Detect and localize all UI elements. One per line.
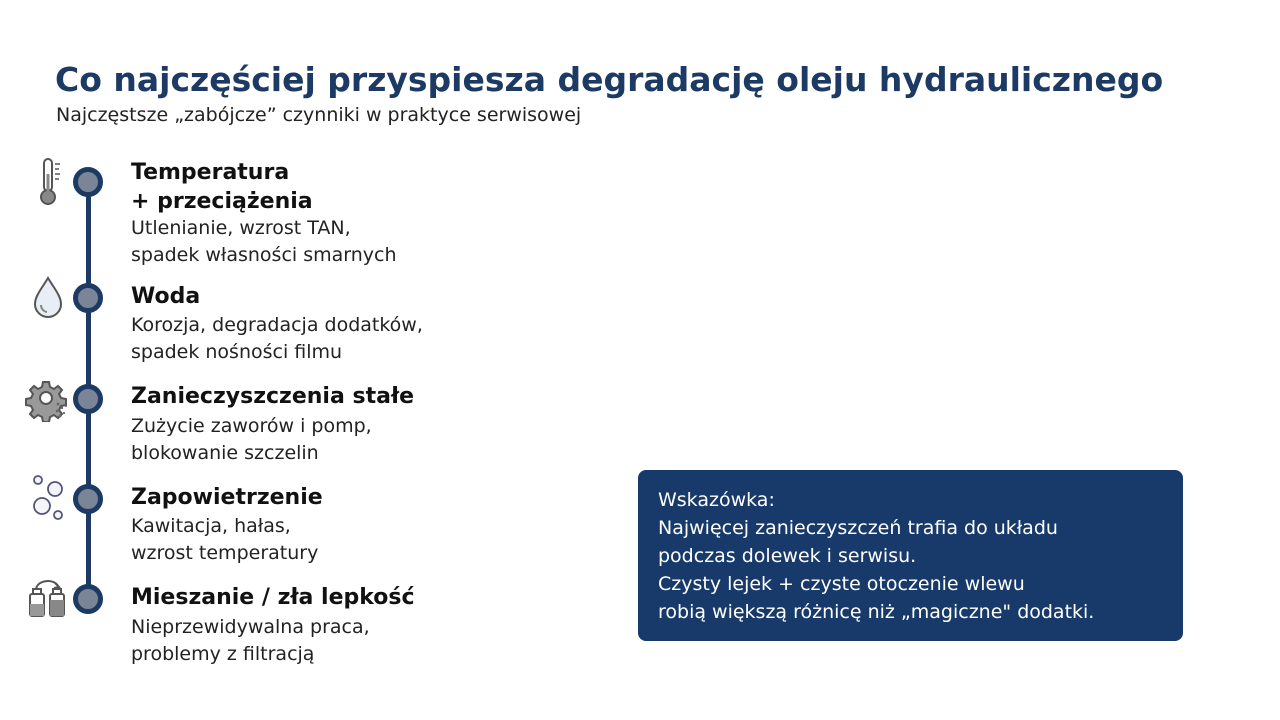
item-desc-mixing: Nieprzewidywalna praca, problemy z filtracją bbox=[131, 616, 370, 665]
bottles-mixing-icon bbox=[24, 572, 70, 622]
item-desc-temperature: Utlenianie, wzrost TAN, spadek własności smarnych bbox=[131, 217, 397, 266]
tip-line: robią większą różnicę niż „magiczne" dodatki. bbox=[658, 601, 1095, 623]
timeline-node bbox=[73, 484, 103, 514]
tip-heading: Wskazówka: bbox=[658, 489, 775, 511]
bubbles-icon bbox=[24, 472, 70, 522]
item-title-mixing: Mieszanie / zła lepkość bbox=[131, 585, 415, 610]
gear-particles-icon bbox=[24, 372, 70, 422]
timeline-node bbox=[73, 283, 103, 313]
item-desc-aeration: Kawitacja, hałas, wzrost temperatury bbox=[131, 515, 319, 564]
item-title-temperature: Temperatura + przeciążenia bbox=[131, 160, 313, 214]
item-title-solid-contaminants: Zanieczyszczenia stałe bbox=[131, 384, 415, 409]
page-subtitle: Najczęstsze „zabójcze” czynniki w praktyce serwisowej bbox=[56, 104, 582, 126]
tip-line: Najwięcej zanieczyszczeń trafia do układu bbox=[658, 517, 1058, 539]
tip-line: podczas dolewek i serwisu. bbox=[658, 545, 917, 567]
timeline-node bbox=[73, 384, 103, 414]
water-drop-icon bbox=[24, 272, 70, 322]
tip-box bbox=[638, 470, 1183, 641]
item-desc-water: Korozja, degradacja dodatków, spadek nośności filmu bbox=[131, 314, 423, 363]
timeline-node bbox=[73, 167, 103, 197]
timeline-node bbox=[73, 584, 103, 614]
tip-line: Czysty lejek + czyste otoczenie wlewu bbox=[658, 573, 1025, 595]
item-title-water: Woda bbox=[131, 284, 201, 309]
page-title: Co najczęściej przyspiesza degradację oleju hydraulicznego bbox=[55, 60, 1164, 99]
item-title-aeration: Zapowietrzenie bbox=[131, 485, 323, 510]
thermometer-icon bbox=[24, 156, 70, 206]
item-desc-solid-contaminants: Zużycie zaworów i pomp, blokowanie szczelin bbox=[131, 415, 372, 464]
